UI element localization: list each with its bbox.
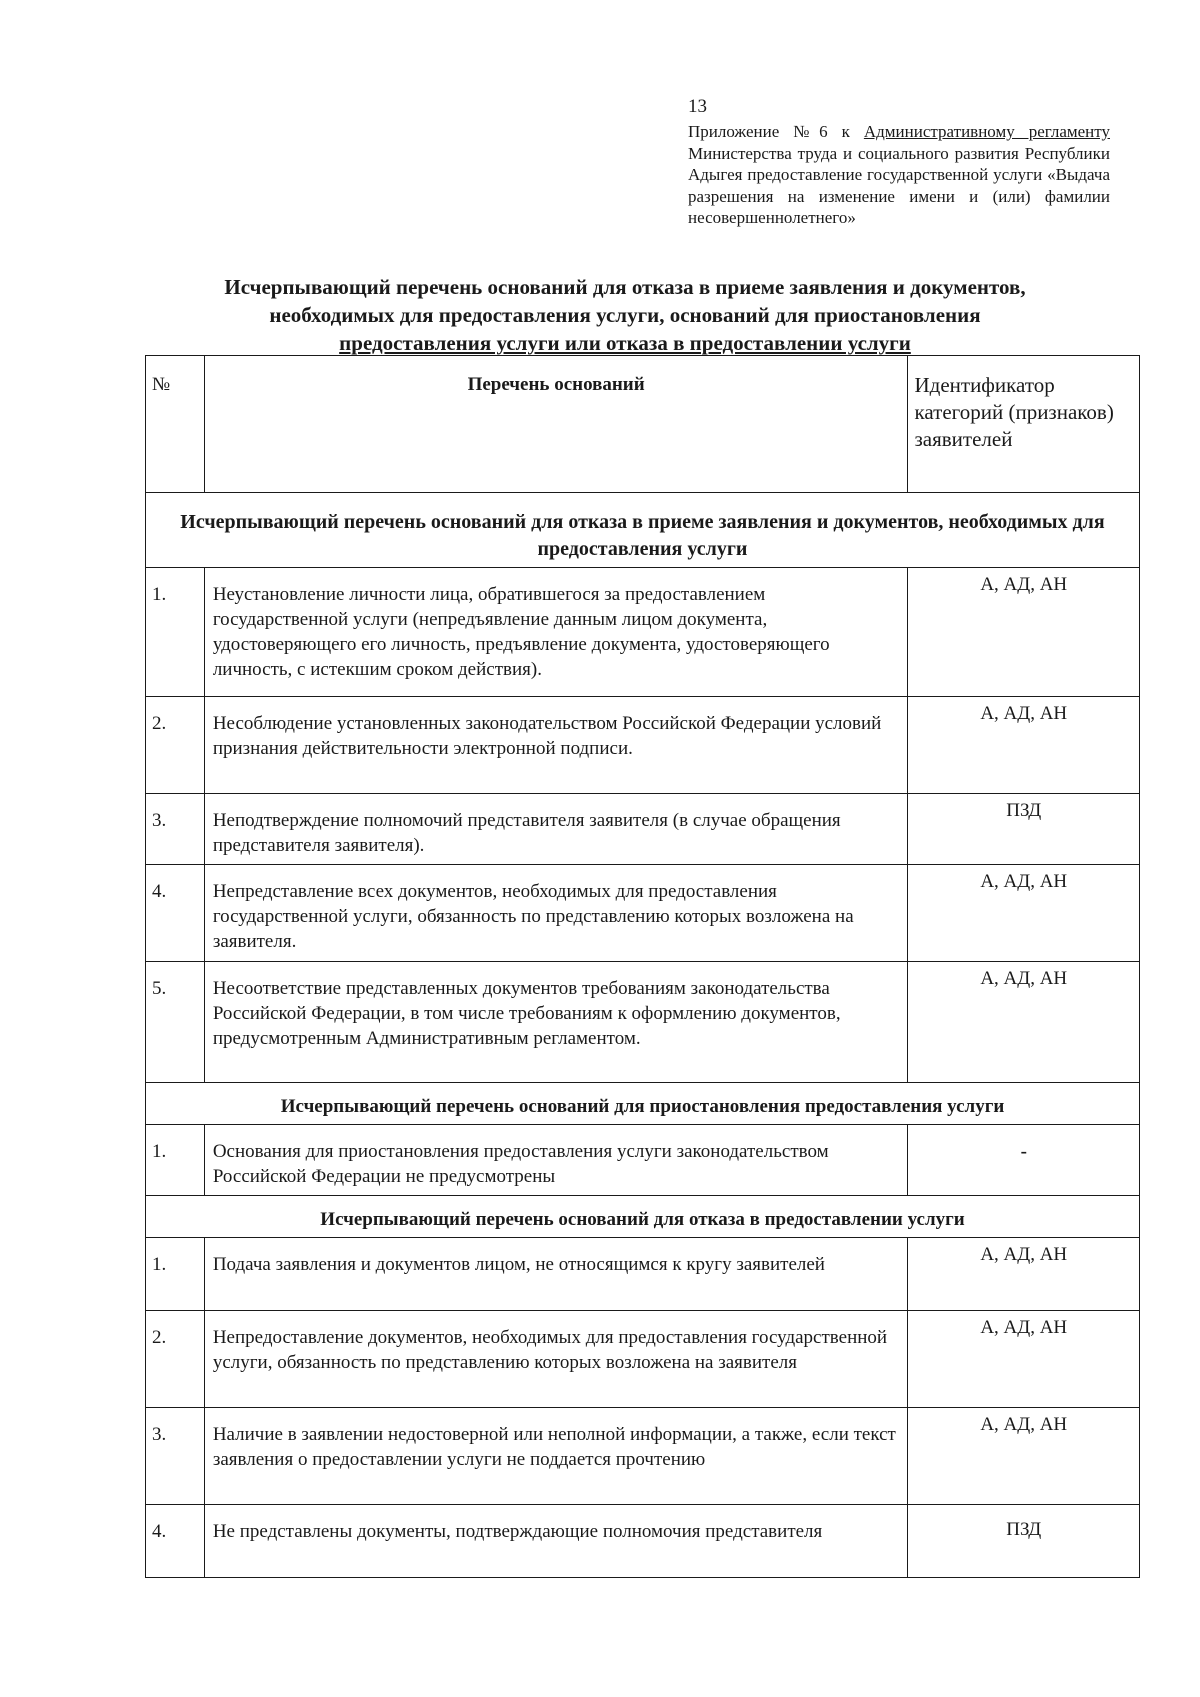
row-number: 4. [146,1505,205,1578]
row-description: Основания для приостановления предоставления услуги законодательством Российской Федерации не предусмотрены [204,1125,908,1196]
row-number: 1. [146,1125,205,1196]
table-row [146,794,1140,865]
header-num: № [146,356,205,493]
table-row [146,1311,1140,1408]
header-reasons: Перечень оснований [204,356,908,493]
section-3-title: Исчерпывающий перечень оснований для отказа в предоставлении услуги [146,1196,1140,1238]
row-number: 1. [146,1238,205,1311]
row-number: 4. [146,865,205,962]
row-description: Наличие в заявлении недостоверной или неполной информации, а также, если текст заявления о предоставлении услуги не поддается прочтению [204,1408,908,1505]
row-identifier: А, АД, АН [908,1408,1140,1505]
table-row [146,568,1140,697]
row-identifier: ПЗД [908,794,1140,865]
appendix-rest: Министерства труда и социального развития Республики Адыгея предоставление государственной услуги «Выдача разрешения на изменение имени и (или) фамилии несовершеннолетнего» [688,143,1110,227]
row-identifier: А, АД, АН [908,1311,1140,1408]
row-description: Несоответствие представленных документов требованиям законодательства Российской Федерации, в том числе требованиям к оформлению документов, предусмотренным Административным регламентом. [204,962,908,1083]
row-description: Непредставление всех документов, необходимых для предоставления государственной услуги, обязанность по представлению которых возложена на заявителя. [204,865,908,962]
table-row [146,962,1140,1083]
row-number: 3. [146,794,205,865]
row-identifier: ПЗД [908,1505,1140,1578]
row-identifier: А, АД, АН [908,697,1140,794]
section-title-row [146,1196,1140,1238]
row-description: Подача заявления и документов лицом, не относящимся к кругу заявителей [204,1238,908,1311]
row-description: Неустановление личности лица, обратившегося за предоставлением государственной услуги (непредъявление данным лицом документа, удостоверяющего его личность, предъявление документа, удостоверяющего личность, с истекшим сроком действия). [204,568,908,697]
row-identifier: - [908,1125,1140,1196]
header-identifier: Идентификатор категорий (признаков) заявителей [908,356,1140,493]
regulation-link[interactable]: Административному регламенту [863,122,1110,141]
table-row [146,1125,1140,1196]
reasons-table [145,355,1140,1578]
row-description: Несоблюдение установленных законодательством Российской Федерации условий признания действительности электронной подписи. [204,697,908,794]
section-1-title: Исчерпывающий перечень оснований для отказа в приеме заявления и документов, необходимых для предоставления услуги [146,493,1140,568]
row-number: 2. [146,697,205,794]
row-number: 2. [146,1311,205,1408]
table-row [146,1408,1140,1505]
row-identifier: А, АД, АН [908,962,1140,1083]
document-title [150,273,1100,357]
appendix-start: Приложение №6 к [688,122,864,141]
row-description: Не представлены документы, подтверждающие полномочия представителя [204,1505,908,1578]
row-identifier: А, АД, АН [908,1238,1140,1311]
table-row [146,865,1140,962]
page-number: 13 [688,96,707,117]
title-line-3: предоставления услуги или отказа в предоставлении услуги [339,331,911,355]
row-number: 5. [146,962,205,1083]
table-row [146,1238,1140,1311]
row-number: 3. [146,1408,205,1505]
row-description: Непредоставление документов, необходимых для предоставления государственной услуги, обязанность по представлению которых возложена на заявителя [204,1311,908,1408]
table-header-row [146,356,1140,493]
section-title-row [146,1083,1140,1125]
table-row [146,1505,1140,1578]
section-2-title: Исчерпывающий перечень оснований для приостановления предоставления услуги [146,1083,1140,1125]
row-description: Неподтверждение полномочий представителя заявителя (в случае обращения представителя заявителя). [204,794,908,865]
appendix-note [688,121,1110,229]
title-line-2: необходимых для предоставления услуги, оснований для приостановления [269,303,981,327]
title-line-1: Исчерпывающий перечень оснований для отказа в приеме заявления и документов, [224,275,1026,299]
row-identifier: А, АД, АН [908,568,1140,697]
row-identifier: А, АД, АН [908,865,1140,962]
table-row [146,697,1140,794]
row-number: 1. [146,568,205,697]
section-title-row [146,493,1140,568]
